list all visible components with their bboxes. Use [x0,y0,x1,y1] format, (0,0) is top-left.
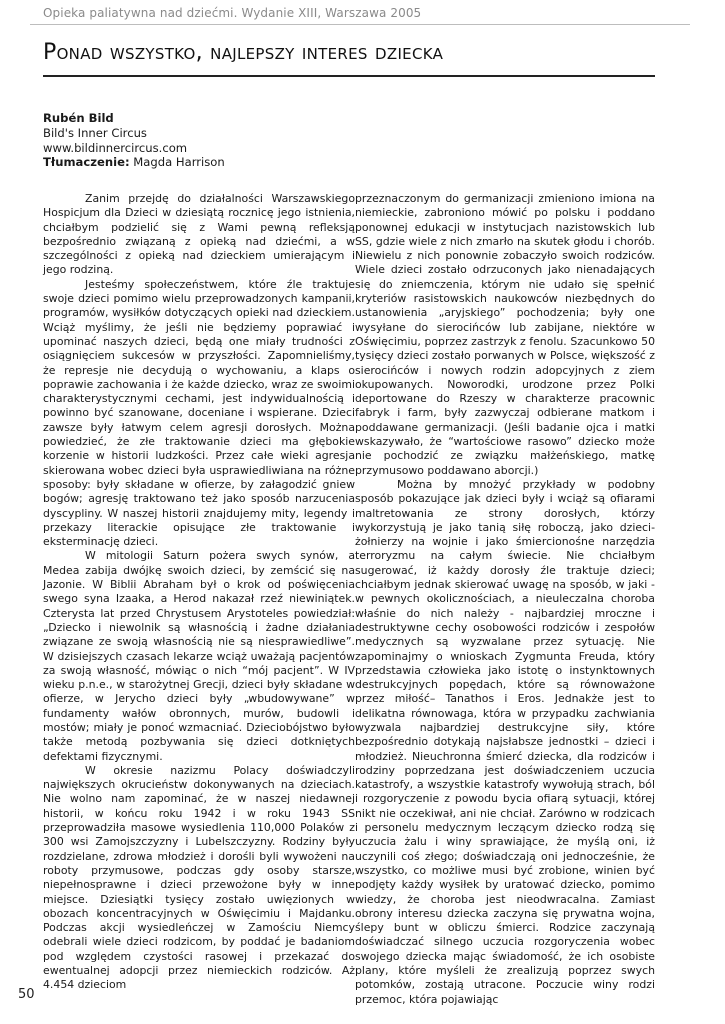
translation-label: Tłumaczenie: [43,155,130,170]
paragraph: Jesteśmy społeczeństwem, które źle traktuje swoje dzieci pomimo wielu przeprowadzonych kampanii, programów, wysiłków dotyczących opieki nad dzieckiem. Wciąż myślimy, że jeśli nie będziemy poprawiać i upominać naszych dzieci, będą one miały trudności z osiągnięciem sukcesów w przyszłości. Zapomnieliśmy, że represje nie decydują o wychowaniu, a klaps o poprawie zachowania i że każde dziecko, wraz ze swoimi charakterystycznymi cechami, jest indywidualnością i powinno być szanowane, doceniane i wspierane. Dzieci zawsze były łatwym celem agresji dorosłych. Można powiedzieć, że złe traktowanie dzieci ma głębokie korzenie w historii ludzkości. Przez całe wieki agresja skierowana wobec dzieci była usprawiedliwiana na różne sposoby: były składane w ofierze, by załagodzić gniew bogów; agresję traktowano też jako sposób narzucenia dyscypliny. W naszej historii znajdujemy mity, legendy i przekazy literackie opisujące złe traktowanie i eksterminację dzieci. [43,277,355,549]
page-number: 50 [18,987,35,1002]
title-rule [43,75,655,77]
author-website: www.bildinnercircus.com [43,140,188,155]
paragraph: W mitologii Saturn pożera swych synów, a Medea zabija dwójkę swoich dzieci, by zemścić się na Jazonie. W Biblii Abraham był o krok od poświęcenia swego syna Izaaka, a Herod nakazał rzeź niewiniątek. Czterysta lat przed Chrystusem Arystoteles powiedział: „Dziecko i niewolnik są własnością i żadne działania związane ze swoją własnością nie są niesprawiedliwe”. W dzisiejszych czasach lekarze wciąż uważają pacjentów za swoją własność, mówiąc o nich “mój pacjent”. W IV wieku p.n.e., w starożytnej Grecji, dzieci były składane w ofierze, w Jerycho dzieci były „wbudowywane” w fundamenty wałów obronnych, murów, budowli i mostów; miały je ponoć wzmacniać. Dzieciobójstwo było także metodą pozbywania się dzieci dotkniętych defektami fizycznymi. [43,549,355,763]
paragraph: Można by mnożyć przykłady w podobny sposób pokazujące jak dzieci były i wciąż są ofiarami maltretowania ze strony dorosłych, którzy wykorzystują je jako tanią siłę roboczą, jako dzieci-żołnierzy na wojnie i jako śmiercionośne narzędzia terroryzmu na całym świecie. Nie chciałbym sugerować, iż każdy dorosły źle traktuje dzieci; chciałbym jednak skierować uwagę na sposób, w jaki - w pewnych okolicznościach, a nieuleczalna choroba właśnie do nich należy - najbardziej mroczne i destruktywne cechy osobowości rodziców i zespołów medycznych są wyzwalane przez sytuację. Nie zapominajmy o wnioskach Zygmunta Freuda, który przedstawia człowieka jako istotę o instynktownych destrukcyjnych popędach, które są równoważone przez miłość– Tanathos i Eros. Jednakże jest to delikatna równowaga, która w przypadku zachwiania wyzwala najbardziej destrukcyjne siły, które bezpośrednio dotykają najsłabsze jednostki – dzieci i młodzież. Nieuchronna śmierć dziecka, dla rodziców i rodziny poprzedzana jest doświadczeniem uczucia katastrofy, a wszystkie katastrofy wywołują strach, ból i rozgoryczenie z powodu bycia ofiarą sytuacji, której nikt nie oczekiwał, ani nie chciał. Zarówno w rodzicach i personelu medycznym leczącym dziecko rodzą się uczucia żalu i winy sprawiające, że myślą oni, iż uczynili coś złego; doświadczają oni jednocześnie, że wszystko, co możliwe musi być zrobione, winien być podjęty każdy wysiłek by uratować dziecko, pomimo wiedzy, że choroba jest nieodwracalna. Zamiast obrony interesu dziecka zaczyna się prywatna wojna, ślepy bunt w obliczu śmierci. Rodzice zaczynają doświadczać silnego uczucia rozgoryczenia wobec swojego dziecka mając świadomość, że ich osobiste plany, które myśleli że zrealizują poprzez swych potomków, zostają utracone. Poczucie winy rodzi przemoc, która pojawiając [355,477,655,1006]
paragraph: przeznaczonym do germanizacji zmieniono imiona na niemieckie, zabroniono mówić po polsku i poddano ponownej edukacji w instytucjach nazistowskich lub SS, gdzie wiele z nich zmarło na skutek głodu i chorób. Niewielu z nich ponownie zobaczyło swoich rodziców. Wiele dzieci zostało odrzuconych jako nienadających się do zniemczenia, którym nie udało się spełnić kryteriów rasistowskich naukowców niezbędnych do ustanowienia „aryjskiego” pochodzenia; były one wysyłane do sierocińców lub zabijane, niektóre w Oświęcimiu, poprzez zastrzyk z fenolu. Szacunkowo 50 tysięcy dzieci zostało porwanych w Polsce, większość z sierocińców i nowych rodzin adopcyjnych z ziem okupowanych. Noworodki, urodzone przez Polki deportowane do Rzeszy w charakterze pracownic fabryk i farm, były zazwyczaj odbierane matkom i poddawane germanizacji. (Jeśli badanie ojca i matki wskazywało, że “wartościowe rasowo” dziecko może nie pochodzić ze związku małżeńskiego, matkę przymusowo poddawano aborcji.) [355,192,655,477]
author-organization: Bild's Inner Circus [43,125,147,140]
paragraph: W okresie nazizmu Polacy doświadczyli największych okrucieństw dokonywanych na dzieciach. Nie wolno nam zapominać, że w naszej niedawnej historii, w końcu roku 1942 i w roku 1943 SS przeprowadziła masowe wysiedlenia 110,000 Polaków z 300 wsi Zamojszczyzny i Lubelszczyzny. Rodziny były rozdzielane, zdrowa młodzież i dorośli byli wywożeni na roboty przymusowe, podczas gdy osoby starsze, niepełnosprawne i dzieci przewożone były w inne miejsce. Dziesiątki tysięcy zostało uwięzionych w obozach koncentracyjnych w Oświęcimiu i Majdanku. Podczas akcji wysiedleńczej w Zamościu Niemcy odebrali wiele dzieci rodzicom, by poddać je badaniom pod względem czystości rasowej i przekazać do ewentualnej adopcji przez niemieckich rodziców. Aż 4.454 dzieciom [43,763,355,992]
right-column [355,192,655,1006]
article-title: Ponad wszystko, najlepszy interes dziecka [43,40,444,65]
paragraph: Zanim przejdę do działalności Warszawskiego Hospicjum dla Dzieci w dziesiątą rocznicę jego istnienia, chciałbym podzielić się z Wami pewną refleksją bezpośrednio związaną z opieką nad dziećmi, a w szczególności z opieką nad dzieckiem umierającym i jego rodziną. [43,192,355,277]
running-head: Opieka paliatywna nad dziećmi. Wydanie XIII, Warszawa 2005 [43,6,422,20]
author-block [43,111,225,170]
translation-line [43,155,225,170]
translator-name: Magda Harrison [133,155,225,170]
left-column [43,192,355,992]
header-rule [30,24,690,25]
author-name: Rubén Bild [43,111,114,125]
